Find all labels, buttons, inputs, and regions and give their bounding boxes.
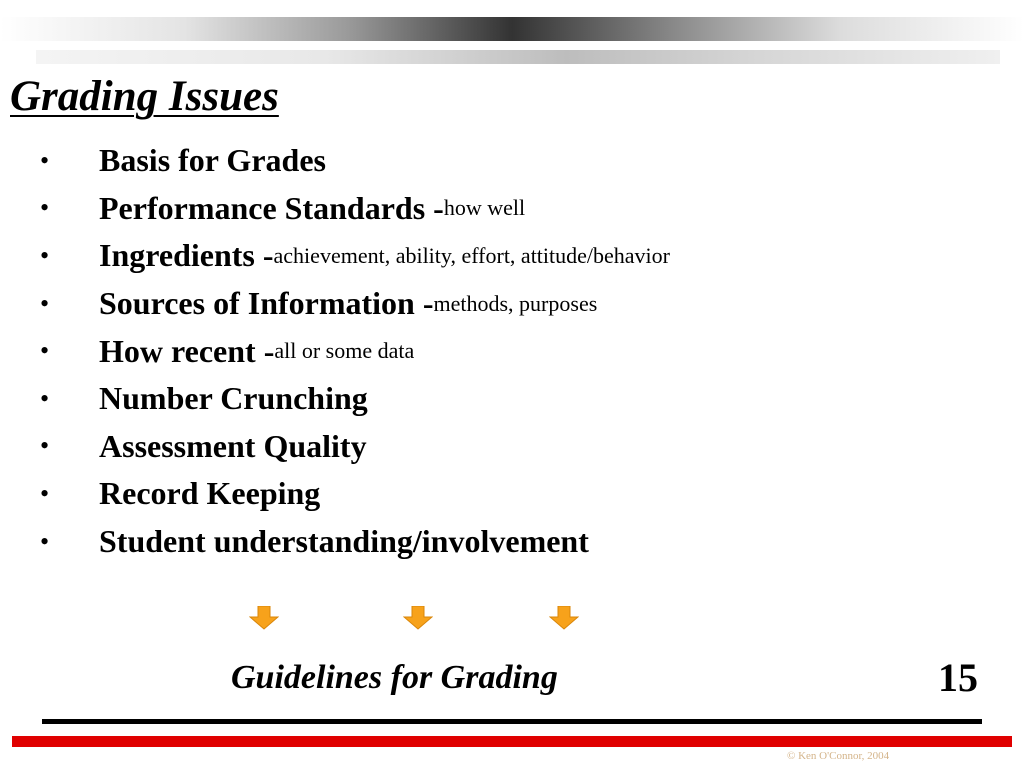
bullet-item <box>40 137 670 185</box>
top-gradient-bar <box>0 17 1024 41</box>
bullet-main-text: Basis for Grades <box>99 142 326 179</box>
bullet-main-text: Record Keeping <box>99 475 321 512</box>
arrow-down-icon <box>549 606 579 630</box>
bullet-sub-text: all or some data <box>274 338 415 364</box>
bullet-item <box>40 232 670 280</box>
bullet-sub-text: methods, purposes <box>433 290 598 316</box>
footer-red-bar <box>12 736 1012 747</box>
bullet-marker: • <box>40 383 50 413</box>
footer-rule <box>42 719 982 724</box>
bullet-item <box>40 470 670 518</box>
bullet-item <box>40 375 670 423</box>
bullet-marker: • <box>40 478 50 508</box>
bullet-item <box>40 518 670 566</box>
bullet-item <box>40 185 670 233</box>
bullet-list <box>40 137 670 565</box>
bullet-marker: • <box>40 240 50 270</box>
bullet-main-text: Ingredients - <box>99 237 274 274</box>
slide-title: Grading Issues <box>10 73 279 120</box>
bullet-main-text: Assessment Quality <box>99 427 367 464</box>
bullet-marker: • <box>40 145 50 175</box>
bullet-main-text: Number Crunching <box>99 380 368 417</box>
bullet-marker: • <box>40 336 50 366</box>
bullet-main-text: How recent - <box>99 332 275 369</box>
bullet-main-text: Student understanding/involvement <box>99 523 589 560</box>
bullet-marker: • <box>40 431 50 461</box>
bullet-sub-text: achievement, ability, effort, attitude/behavior <box>273 242 670 268</box>
arrow-down-icon <box>249 606 279 630</box>
bullet-marker: • <box>40 288 50 318</box>
bullet-main-text: Performance Standards - <box>99 189 444 226</box>
bullet-sub-text: how well <box>443 195 526 221</box>
footer-title: Guidelines for Grading <box>231 659 558 696</box>
sub-gradient-bar <box>36 50 1000 64</box>
arrow-down-icon <box>403 606 433 630</box>
bullet-marker: • <box>40 193 50 223</box>
bullet-item <box>40 327 670 375</box>
bullet-marker: • <box>40 526 50 556</box>
bullet-main-text: Sources of Information - <box>99 285 434 322</box>
bullet-item <box>40 280 670 328</box>
copyright-text: © Ken O'Connor, 2004 <box>787 750 890 762</box>
page-number: 15 <box>938 655 978 700</box>
bullet-item <box>40 423 670 471</box>
